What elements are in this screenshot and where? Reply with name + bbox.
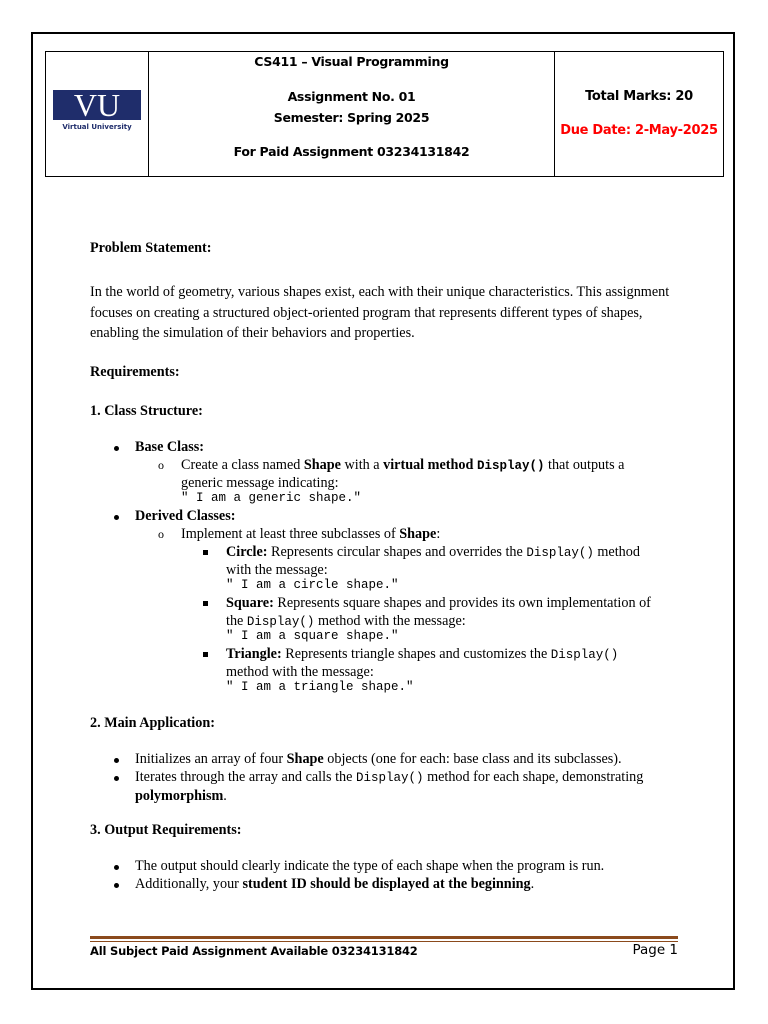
footer-text: All Subject Paid Assignment Available 03234131842 [90, 944, 418, 958]
circle-desc-line-1: Circle: Represents circular shapes and overrides the Display() method [226, 544, 640, 560]
problem-line-1: In the world of geometry, various shapes exist, each with their unique characteristics. This assignment [90, 284, 670, 300]
output-bullet-2: Additionally, your student ID should be displayed at the beginning. [135, 876, 535, 892]
base-class-label: Base Class: [135, 439, 204, 455]
square-message: " I am a square shape." [226, 629, 399, 643]
output-requirements-heading: 3. Output Requirements: [90, 822, 242, 838]
requirements-heading: Requirements: [90, 364, 180, 380]
bullet-dot [114, 883, 119, 888]
total-marks: Total Marks: 20 [585, 89, 693, 104]
class-structure-heading: 1. Class Structure: [90, 403, 203, 419]
base-class-message: " I am a generic shape." [181, 491, 362, 505]
square-bullet [203, 601, 208, 606]
footer-rule-thin [90, 941, 678, 942]
logo-cell [46, 52, 149, 176]
vu-logo [53, 90, 141, 136]
header-table [45, 51, 724, 177]
problem-line-2: focuses on creating a structured object-oriented program that represents different types of shapes, [90, 304, 643, 321]
main-app-bullet-2-line-2: polymorphism. [135, 788, 227, 804]
bullet-dot [114, 446, 119, 451]
output-bullet-1: The output should clearly indicate the type of each shape when the program is run. [135, 858, 605, 874]
base-class-desc-line-1: Create a class named Shape with a virtual method Display() that outputs a [181, 457, 625, 473]
square-desc-line-1: Square: Represents square shapes and provides its own implementation of [226, 595, 651, 611]
bullet-dot [114, 758, 119, 763]
triangle-desc-line-1: Triangle: Represents triangle shapes and customizes the Display() [226, 646, 619, 662]
marks-cell [555, 52, 723, 176]
bullet-dot [114, 515, 119, 520]
sub-bullet-circle: o [158, 527, 164, 541]
triangle-desc-line-2: method with the message: [226, 664, 374, 680]
course-title: CS411 – Visual Programming [254, 54, 449, 69]
square-bullet [203, 550, 208, 555]
square-desc-line-2: the Display() method with the message: [226, 613, 466, 629]
page-number: Page 1 [632, 942, 678, 958]
logo-text: VU [73, 90, 121, 123]
assignment-number: Assignment No. 01 [287, 89, 416, 104]
main-application-heading: 2. Main Application: [90, 715, 215, 731]
bullet-dot [114, 865, 119, 870]
footer-rule [90, 936, 678, 939]
main-app-bullet-2-line-1: Iterates through the array and calls the Display() method for each shape, demonstrating [135, 769, 644, 785]
circle-message: " I am a circle shape." [226, 578, 399, 592]
triangle-message: " I am a triangle shape." [226, 680, 414, 694]
sub-bullet-circle: o [158, 458, 164, 472]
paid-assignment-note: For Paid Assignment 03234131842 [233, 144, 470, 159]
due-date: Due Date: 2-May-2025 [560, 123, 718, 138]
base-class-desc-line-2: generic message indicating: [181, 475, 339, 491]
main-app-bullet-1: Initializes an array of four Shape objects (one for each: base class and its subclasses). [135, 751, 622, 767]
bullet-dot [114, 776, 119, 781]
logo-caption: Virtual University [62, 123, 132, 131]
course-info-cell [149, 52, 555, 176]
problem-heading: Problem Statement: [90, 240, 212, 256]
derived-classes-desc: Implement at least three subclasses of Shape: [181, 526, 441, 542]
problem-line-3: enabling the simulation of their behaviors and properties. [90, 325, 415, 341]
derived-classes-label: Derived Classes: [135, 508, 236, 524]
semester: Semester: Spring 2025 [273, 110, 430, 125]
square-bullet [203, 652, 208, 657]
circle-desc-line-2: with the message: [226, 562, 328, 578]
